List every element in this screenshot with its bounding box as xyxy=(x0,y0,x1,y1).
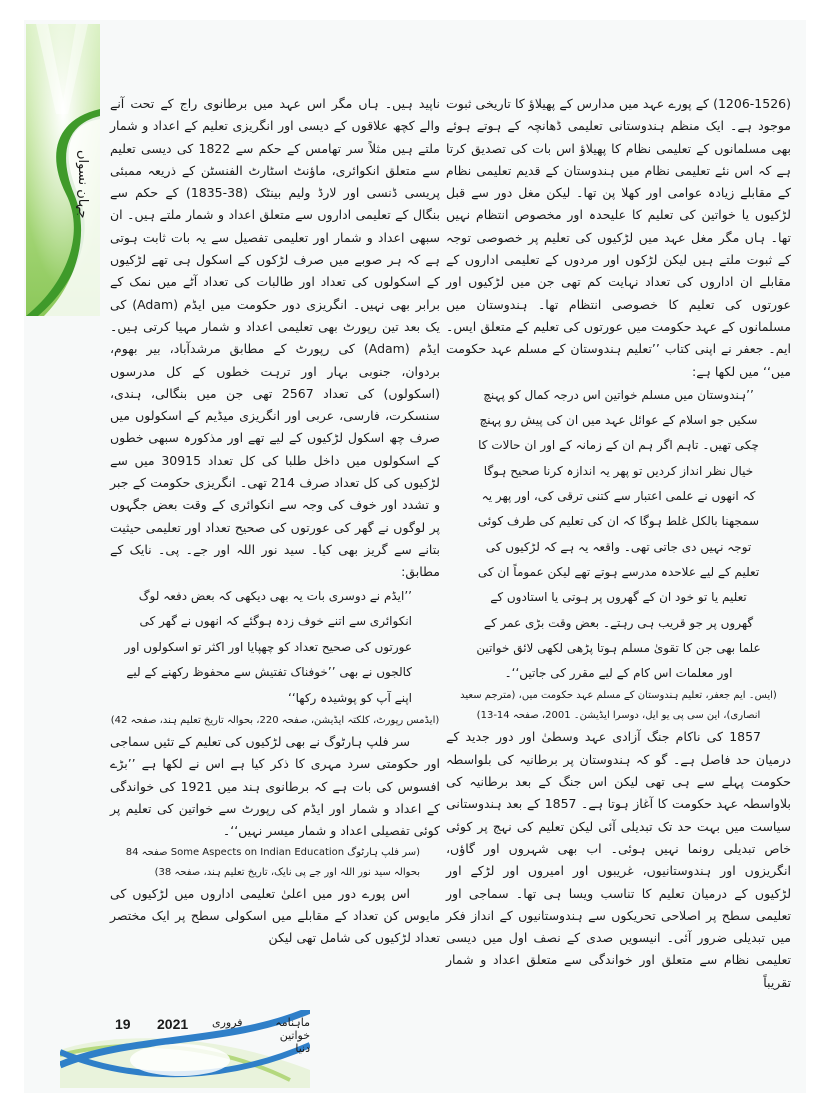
magazine-name: ماہنامہ خواتین دنیا xyxy=(275,1016,310,1055)
block-quote: ’’ہندوستان میں مسلم خواتین اس درجہ کمال کو پہنچ سکیں جو اسلام کے عوائل عہد میں ان کی پیش رو پہنچ چکی تھیں۔ تاہم اگر ہم ان کے زمانہ کے اور ان حالات کا خیال نظر انداز کردیں تو پھر یہ اندازہ کرنا صحیح ہوگا کہ انھوں نے علمی اعتبار سے کتنی ترقی کی، اور پھر یہ سمجھنا بالکل غلط ہوگا کہ ان کی تعلیم کی طرف کوئی توجہ نہیں دی جاتی تھی۔ واقعہ یہ ہے کہ لڑکیوں کی تعلیم کے لیے علاحدہ مدرسے ہوتے تھے لیکن عموماً ان کی تعلیم یا تو خود ان کے گھروں پر ہوتی یا استادوں کے گھروں پر جو قریب ہی رہتے۔ بعض وقت بڑی عمر کے علما بھی جن کا تقویٰ مسلم ہوتا پڑھی لکھی لائق خواتین اور معلمات اس کام کے لیے مقرر کی جاتیں‘‘۔ xyxy=(476,387,761,681)
issue-month: فروری xyxy=(212,1016,243,1029)
issue-year: 2021 xyxy=(157,1016,189,1032)
page-number: 19 xyxy=(115,1016,131,1032)
citation: (ایس۔ ایم جعفر، تعلیم ہندوستان کے مسلم عہد حکومت میں، (مترجم سعید انصاری)، این سی پی یو ایل، دوسرا ایڈیشن۔ 2001، صفحہ 14-13) xyxy=(460,690,777,722)
paragraph: اس پورے دور میں اعلیٰ تعلیمی اداروں میں لڑکیوں کی مایوس کن تعداد کے مقابلے میں اسکولی سطح پر ایک مختصر تعداد لڑکیوں کی شامل تھی لیکن xyxy=(110,885,440,946)
block-quote: ’’ایڈم نے دوسری بات یہ بھی دیکھی کہ بعض دفعہ لوگ انکوائری سے اتنے خوف زدہ ہوگئے کہ انھوں نے گھر کی عورتوں کی صحیح تعداد کو چھپایا اور اکثر تو اسکولوں اور کالجوں نے بھی ’’خوفناک تفتیش سے محفوظ رکھنے کے لیے اپنے آپ کو پوشیدہ رکھا‘‘ xyxy=(124,588,412,705)
paragraph: سر فلپ ہارٹوگ نے بھی لڑکیوں کی تعلیم کے تئیں سماجی اور حکومتی سرد مہری کا ذکر کیا ہے اس نے لکھا ہے ’’بڑے افسوس کی بات ہے کہ برطانوی ہند میں 1921 کی خواندگی کے اعداد و شمار اور ایڈم کی رپورٹ سے خواتین کی تعلیم پر کوئی تفصیلی اعداد و شمار میسر نہیں‘‘۔ xyxy=(110,734,440,839)
paragraph: 1857 کی ناکام جنگ آزادی عہد وسطیٰ اور دور جدید کے درمیان حد فاصل ہے۔ گو کہ ہندوستان پر برطانیہ کی بلواسطہ حکومت پہلے سے ہی تھی لیکن اس جنگ کے بعد برطانیہ کی بلاواسطہ عہد حکومت کا آغاز ہوتا ہے۔ 1857 کے بعد ہندوستانی سیاست میں بہت حد تک تبدیلی آئی لیکن تعلیم کی نہج پر کوئی خاص تبدیلی رونما نہیں ہوئی۔ اب بھی شہروں اور گاؤں، انگریزوں اور ہندوستانیوں، غریبوں اور امیروں اور لڑکے اور لڑکیوں کے درمیان تعلیم کا تناسب ویسا ہی تھا۔ سماجی اور تعلیمی سطح پر اصلاحی تحریکوں سے ہندوستانیوں کے انداز فکر میں تبدیلی ضرور آئی۔ انیسویں صدی کے نصف اول میں دیسی تعلیمی نظام سے متعلق اور خواندگی سے متعلق اعداد و شمار تقریباً xyxy=(446,729,791,990)
citation: (سر فلپ ہارٹوگ Some Aspects on Indian Education صفحہ 84 بحوالہ سید نور اللہ اور جے پی نایک، تاریخ تعلیم ہند، صفحہ 38) xyxy=(125,846,420,878)
citation: (ایڈمس رپورٹ، کلکتہ ایڈیشن، صفحہ 220، بحوالہ تاریخ تعلیم ہند، صفحہ 42) xyxy=(110,715,440,727)
paragraph: ناپید ہیں۔ ہاں مگر اس عہد میں برطانوی راج کے تحت آنے والے کچھ علاقوں کے دیسی اور انگریزی تعلیم کے اعداد و شمار ملتے ہیں مثلاً سر تھامس کے حکم سے 1822 کی دیسی تعلیم سے متعلق انکوائری، ماؤنٹ اسٹارٹ الفنسٹن کے ذریعہ ممبئی پریسی ڈنسی اور لارڈ ولیم بینٹک (38-1835) کے حکم سے بنگال کے تعلیمی اداروں سے متعلق اعداد و شمار ملتے ہیں۔ ان سبھی اعداد و شمار اور تعلیمی تفصیل سے یہ بات ثابت ہوتی ہے کہ ہر صوبے میں صرف لڑکوں کے اسکول ہی تھے لڑکیوں کے اسکولوں کی تعداد اور طالبات کی تعداد آٹے میں نمک کے برابر بھی نہیں۔ انگریزی دور حکومت میں ایڈم (Adam) کی یک بعد تین رپورٹ بھی تعلیمی اعداد و شمار مہیا کرتی ہیں۔ ایڈم (Adam) کی رپورٹ کے مطابق مرشدآباد، بیر بھوم، بردوان، جنوبی بہار اور ترہت خطوں کے کل مدرسوں (اسکولوں) کی تعداد 2567 تھی جن میں بنگالی، ہندی، سنسکرت، فارسی، عربی اور انگریزی میڈیم کے اسکولوں میں صرف چھ اسکول لڑکیوں کے لیے تھے اور مذکورہ سبھی خطوں کے اسکولوں میں داخل طلبا کی کل تعداد 30915 میں سے لڑکیوں کی کل تعداد صرف 214 تھی۔ انگریزی حکومت کے جبر و تشدد اور خوف کی وجہ سے انکوائری کے وقت بعض جگہوں پر لوگوں نے گھر کی عورتوں کی صحیح تعداد اور تعلیمی حیثیت بتانے سے گریز بھی کیا۔ سید نور اللہ اور جے۔ پی۔ نایک کے مطابق: xyxy=(110,96,441,580)
page-footer xyxy=(60,1010,310,1088)
section-title: جہان نسواں xyxy=(75,149,90,219)
section-banner xyxy=(26,24,100,316)
paragraph: (1206-1526) کے پورے عہد میں مدارس کے پھیلاؤ کا تاریخی ثبوت موجود ہے۔ ایک منظم ہندوستانی تعلیمی ڈھانچہ کے ہوتے ہوئے بھی مسلمانوں کے تعلیمی نظام کا پھیلاؤ اس بات کی تصدیق کرتا ہے کہ اس نئے تعلیمی نظام میں ہندوستان کے قدیم تعلیمی نظام کے مقابلے زیادہ عوامی اور کھلا پن تھا۔ لیکن مغل دور سے قبل لڑکیوں یا خواتین کی تعلیم کا علیحدہ اور مخصوص انتظام نہیں تھا۔ ہاں مگر مغل عہد میں لڑکیوں کی تعلیم پر خصوصی توجہ کے ثبوت ملتے ہیں لیکن لڑکوں اور مردوں کے تعلیمی اداروں کے مقابلے ان اداروں کی تعداد نہایت کم تھی جن میں لڑکیوں اور عورتوں کی تعلیم کا خصوصی انتظام تھا۔ ہندوستان میں مسلمانوں کے عہد حکومت میں عورتوں کی تعلیم کے متعلق ایس۔ ایم۔ جعفر نے اپنی کتاب ’’تعلیم ہندوستان کے مسلم عہد حکومت میں‘‘ میں لکھا ہے: xyxy=(446,96,791,379)
right-column xyxy=(446,93,791,994)
left-column xyxy=(110,93,440,949)
